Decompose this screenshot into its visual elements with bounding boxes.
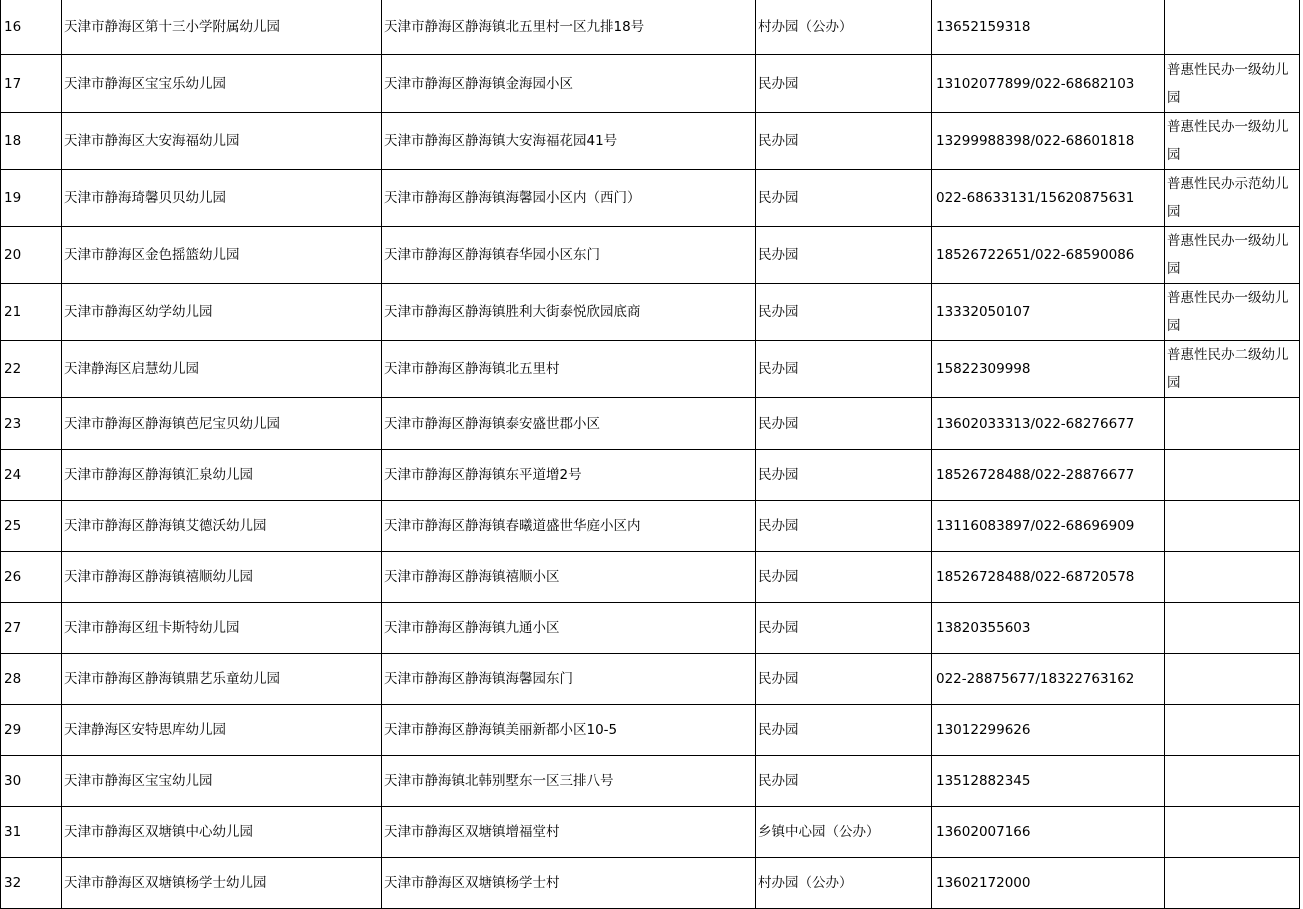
kindergarten-name: 天津市静海区静海镇鼎艺乐童幼儿园 [62,654,382,705]
kindergarten-address: 天津市静海区双塘镇杨学士村 [382,858,756,909]
kindergarten-name: 天津市静海区静海镇芭尼宝贝幼儿园 [62,398,382,450]
contact-phone: 13332050107 [932,284,1165,341]
row-number: 22 [1,341,62,398]
kindergarten-type: 民办园 [756,170,932,227]
remark [1165,450,1300,501]
row-number: 21 [1,284,62,341]
contact-phone: 13602007166 [932,807,1165,858]
remark: 普惠性民办一级幼儿园 [1165,284,1300,341]
kindergarten-name: 天津市静海区双塘镇中心幼儿园 [62,807,382,858]
table-row [1,284,1300,341]
kindergarten-type: 民办园 [756,501,932,552]
kindergarten-name: 天津市静海区静海镇禧顺幼儿园 [62,552,382,603]
kindergarten-type: 民办园 [756,450,932,501]
contact-phone: 13102077899/022-68682103 [932,55,1165,113]
table-row [1,552,1300,603]
table-row [1,501,1300,552]
table-row [1,705,1300,756]
kindergarten-address: 天津市静海区静海镇海馨园小区内（西门） [382,170,756,227]
table-row [1,603,1300,654]
table-row [1,341,1300,398]
contact-phone: 15822309998 [932,341,1165,398]
kindergarten-address: 天津市静海镇北韩别墅东一区三排八号 [382,756,756,807]
table-row [1,807,1300,858]
table-row [1,654,1300,705]
contact-phone: 18526728488/022-68720578 [932,552,1165,603]
kindergarten-name: 天津市静海区金色摇篮幼儿园 [62,227,382,284]
kindergarten-name: 天津市静海区宝宝乐幼儿园 [62,55,382,113]
kindergarten-type: 民办园 [756,55,932,113]
kindergarten-name: 天津市静海区幼学幼儿园 [62,284,382,341]
kindergarten-type: 民办园 [756,113,932,170]
kindergarten-name: 天津市静海区静海镇艾德沃幼儿园 [62,501,382,552]
kindergarten-name: 天津市静海琦馨贝贝幼儿园 [62,170,382,227]
contact-phone: 13012299626 [932,705,1165,756]
table-row [1,858,1300,909]
kindergarten-type: 村办园（公办） [756,0,932,55]
remark [1165,0,1300,55]
row-number: 16 [1,0,62,55]
kindergarten-address: 天津市静海区静海镇泰安盛世郡小区 [382,398,756,450]
kindergarten-address: 天津市静海区静海镇美丽新都小区10-5 [382,705,756,756]
table-row [1,55,1300,113]
kindergarten-name: 天津市静海区双塘镇杨学士幼儿园 [62,858,382,909]
contact-phone: 13299988398/022-68601818 [932,113,1165,170]
remark [1165,807,1300,858]
remark: 普惠性民办一级幼儿园 [1165,227,1300,284]
row-number: 31 [1,807,62,858]
contact-phone: 13116083897/022-68696909 [932,501,1165,552]
row-number: 18 [1,113,62,170]
kindergarten-address: 天津市静海区静海镇东平道增2号 [382,450,756,501]
row-number: 32 [1,858,62,909]
kindergarten-address: 天津市静海区静海镇春曦道盛世华庭小区内 [382,501,756,552]
kindergarten-name: 天津市静海区大安海福幼儿园 [62,113,382,170]
kindergarten-name: 天津静海区启慧幼儿园 [62,341,382,398]
row-number: 26 [1,552,62,603]
row-number: 27 [1,603,62,654]
table-row [1,756,1300,807]
kindergarten-address: 天津市静海区静海镇海馨园东门 [382,654,756,705]
kindergarten-type: 民办园 [756,654,932,705]
kindergarten-type: 村办园（公办） [756,858,932,909]
row-number: 24 [1,450,62,501]
kindergarten-address: 天津市静海区静海镇北五里村一区九排18号 [382,0,756,55]
contact-phone: 022-28875677/18322763162 [932,654,1165,705]
table-row [1,0,1300,55]
contact-phone: 13652159318 [932,0,1165,55]
row-number: 20 [1,227,62,284]
contact-phone: 13512882345 [932,756,1165,807]
kindergarten-type: 民办园 [756,227,932,284]
table-body [1,0,1300,909]
remark [1165,654,1300,705]
kindergarten-address: 天津市静海区静海镇胜利大街泰悦欣园底商 [382,284,756,341]
remark: 普惠性民办一级幼儿园 [1165,55,1300,113]
remark: 普惠性民办一级幼儿园 [1165,113,1300,170]
kindergarten-address: 天津市静海区静海镇禧顺小区 [382,552,756,603]
kindergarten-name: 天津市静海区宝宝幼儿园 [62,756,382,807]
kindergarten-type: 民办园 [756,705,932,756]
row-number: 17 [1,55,62,113]
row-number: 30 [1,756,62,807]
remark [1165,501,1300,552]
remark [1165,552,1300,603]
kindergarten-name: 天津市静海区静海镇汇泉幼儿园 [62,450,382,501]
table-row [1,113,1300,170]
contact-phone: 18526728488/022-28876677 [932,450,1165,501]
table-row [1,170,1300,227]
kindergarten-name: 天津静海区安特思库幼儿园 [62,705,382,756]
table-row [1,450,1300,501]
row-number: 28 [1,654,62,705]
kindergarten-type: 民办园 [756,603,932,654]
table-row [1,398,1300,450]
kindergarten-name: 天津市静海区第十三小学附属幼儿园 [62,0,382,55]
remark [1165,603,1300,654]
table-row [1,227,1300,284]
remark [1165,398,1300,450]
contact-phone: 13820355603 [932,603,1165,654]
remark [1165,705,1300,756]
kindergarten-type: 民办园 [756,756,932,807]
kindergarten-type: 民办园 [756,341,932,398]
kindergarten-address: 天津市静海区静海镇大安海福花园41号 [382,113,756,170]
kindergarten-type: 民办园 [756,284,932,341]
kindergarten-address: 天津市静海区静海镇春华园小区东门 [382,227,756,284]
kindergarten-name: 天津市静海区纽卡斯特幼儿园 [62,603,382,654]
kindergarten-type: 民办园 [756,398,932,450]
row-number: 23 [1,398,62,450]
contact-phone: 13602033313/022-68276677 [932,398,1165,450]
row-number: 29 [1,705,62,756]
kindergarten-address: 天津市静海区静海镇金海园小区 [382,55,756,113]
remark: 普惠性民办二级幼儿园 [1165,341,1300,398]
kindergarten-address: 天津市静海区双塘镇增福堂村 [382,807,756,858]
remark: 普惠性民办示范幼儿园 [1165,170,1300,227]
kindergarten-address: 天津市静海区静海镇九通小区 [382,603,756,654]
remark [1165,756,1300,807]
row-number: 19 [1,170,62,227]
row-number: 25 [1,501,62,552]
kindergarten-address: 天津市静海区静海镇北五里村 [382,341,756,398]
contact-phone: 13602172000 [932,858,1165,909]
kindergarten-type: 民办园 [756,552,932,603]
contact-phone: 022-68633131/15620875631 [932,170,1165,227]
contact-phone: 18526722651/022-68590086 [932,227,1165,284]
remark [1165,858,1300,909]
kindergarten-type: 乡镇中心园（公办） [756,807,932,858]
